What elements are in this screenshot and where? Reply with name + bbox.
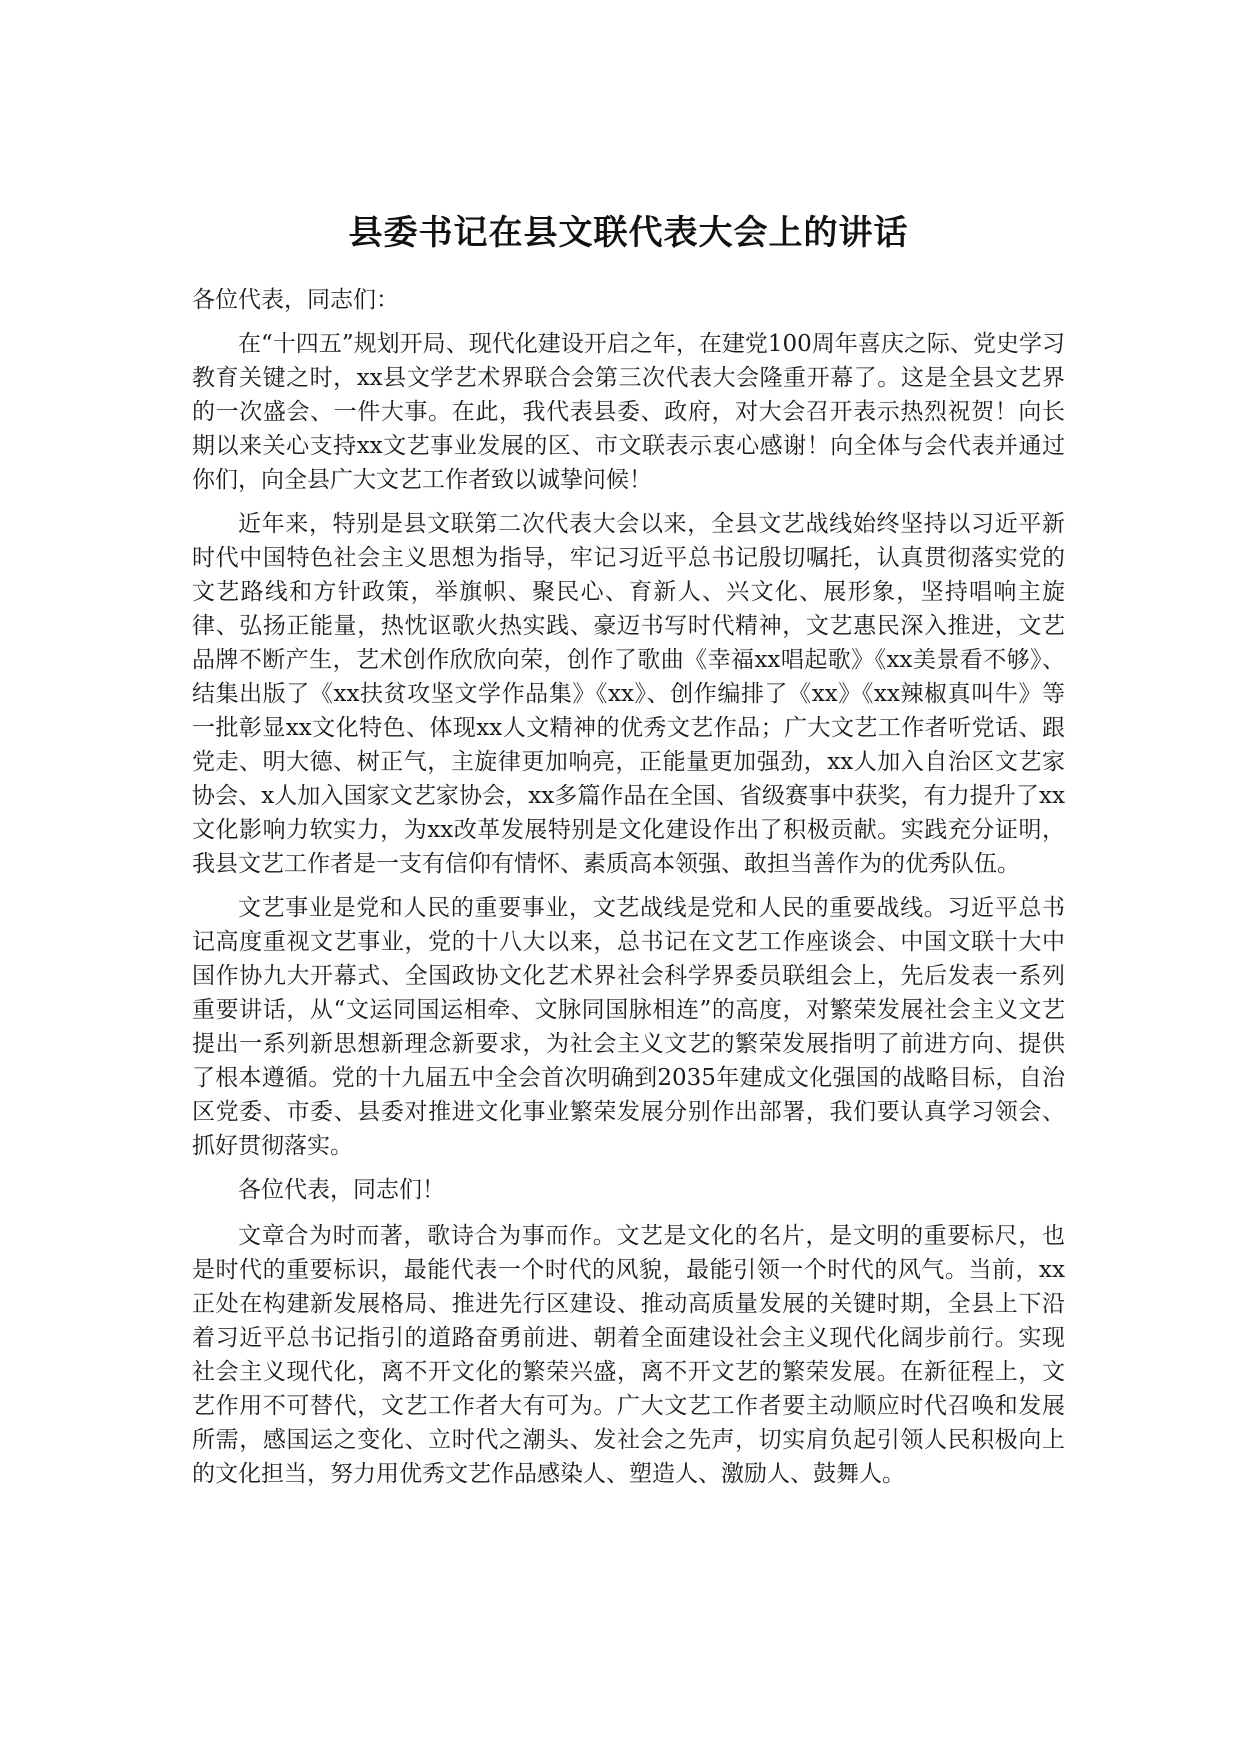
document-title: 县委书记在县文联代表大会上的讲话 — [348, 213, 909, 253]
paragraph-achievements: 近年来，特别是县文联第二次代表大会以来，全县文艺战线始终坚持以习近平新时代中国特色社会主义思想为指导，牢记习近平总书记殷切嘱托，认真贯彻落实党的文艺路线和方针政策，举旗帜、聚民心、育新人、兴文化、展形象，坚持唱响主旋律、弘扬正能量，热忱讴歌火热实践、豪迈书写时代精神，文艺惠民深入推进，文艺品牌不断产生，艺术创作欣欣向荣，创作了歌曲《幸福xx唱起歌》《xx美景看不够》、结集出版了《xx扶贫攻坚文学作品集》《xx》、创作编排了《xx》《xx辣椒真叫牛》等一批彰显xx文化特色、体现xx人文精神的优秀文艺作品；广大文艺工作者听党话、跟党走、明大德、树正气，主旋律更加响亮，正能量更加强劲，xx人加入自治区文艺家协会、x人加入国家文艺家协会，xx多篇作品在全国、省级赛事中获奖，有力提升了xx文化影响力软实力，为xx改革发展特别是文化建设作出了积极贡献。实践充分证明，我县文艺工作者是一支有信仰有情怀、素质高本领强、敢担当善作为的优秀队伍。 — [192, 511, 1065, 877]
paragraph-mission: 文章合为时而著，歌诗合为事而作。文艺是文化的名片，是文明的重要标尺，也是时代的重要标识，最能代表一个时代的风貌，最能引领一个时代的风气。当前，xx正处在构建新发展格局、推进先行区建设、推动高质量发展的关键时期，全县上下沿着习近平总书记指引的道路奋勇前进、朝着全面建设社会主义现代化阔步前行。实现社会主义现代化，离不开文化的繁荣兴盛，离不开文艺的繁荣发展。在新征程上，文艺作用不可替代，文艺工作者大有可为。广大文艺工作者要主动顺应时代召唤和发展所需，感国运之变化、立时代之潮头、发社会之先声，切实肩负起引领人民积极向上的文化担当，努力用优秀文艺作品感染人、塑造人、激励人、鼓舞人。 — [192, 1223, 1065, 1487]
salutation: 各位代表，同志们： — [192, 287, 399, 313]
paragraph-importance: 文艺事业是党和人民的重要事业，文艺战线是党和人民的重要战线。习近平总书记高度重视文艺事业，党的十八大以来，总书记在文艺工作座谈会、中国文联十大中国作协九大开幕式、全国政协文化艺术界社会科学界委员联组会上，先后发表一系列重要讲话，从“文运同国运相牵、文脉同国脉相连”的高度，对繁荣发展社会主义文艺提出一系列新思想新理念新要求，为社会主义文艺的繁荣发展指明了前进方向、提供了根本遵循。党的十九届五中全会首次明确到2035年建成文化强国的战略目标，自治区党委、市委、县委对推进文化事业繁荣发展分别作出部署，我们要认真学习领会、抓好贯彻落实。 — [192, 895, 1065, 1159]
paragraph-address: 各位代表，同志们！ — [238, 1177, 445, 1203]
paragraph-opening: 在“十四五”规划开局、现代化建设开启之年，在建党100周年喜庆之际、党史学习教育关键之时，xx县文学艺术界联合会第三次代表大会隆重开幕了。这是全县文艺界的一次盛会、一件大事。在此，我代表县委、政府，对大会召开表示热烈祝贺！向长期以来关心支持xx文艺事业发展的区、市文联表示衷心感谢！向全体与会代表并通过你们，向全县广大文艺工作者致以诚挚问候！ — [192, 331, 1065, 493]
